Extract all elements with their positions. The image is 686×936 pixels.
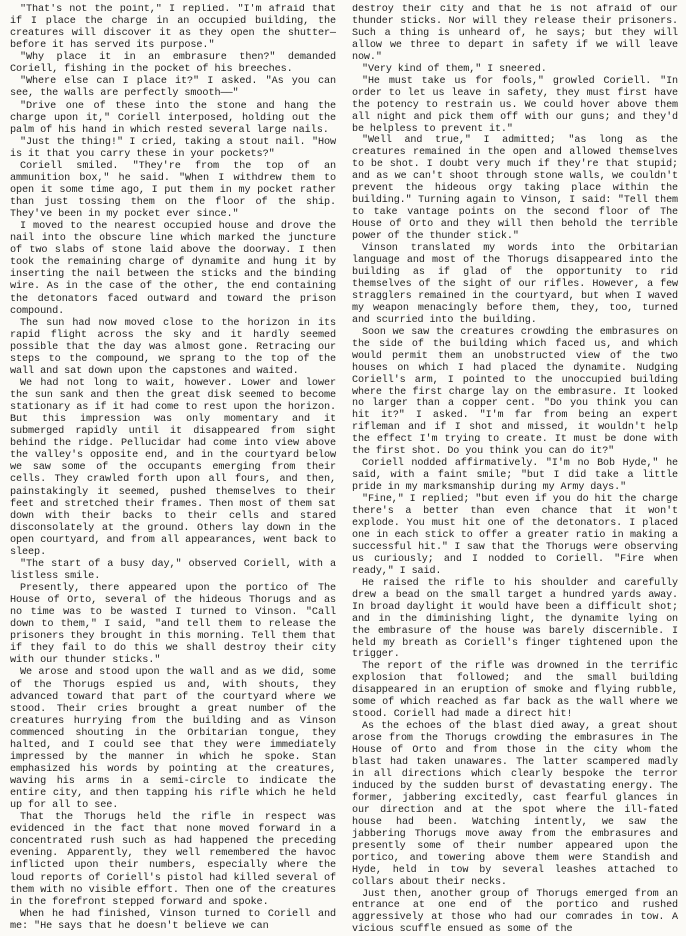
paragraph: Presently, there appeared upon the portico of The House of Orto, several of the hideous Thorugs and as no time was to be wasted I turned to Vinson. "Call down to them," I said, "and tell them to release the prisoners they brought in this morning. Tell them that if they fail to do this we shall destroy their city with our thunder sticks." [10, 583, 336, 667]
paragraph: "Why place it in an embrasure then?" demanded Coriell, fishing in the pocket of his breeches. [10, 52, 336, 76]
text-column-left [10, 4, 336, 936]
paragraph: "Fine," I replied; "but even if you do hit the charge there's a better than even chance that it won't explode. You must hit one of the detonators. I placed one in each stick to offer a greater ratio in making a successful hit." I saw that the Thorugs were observing us curiously; and I nodded to Coriell. "Fire when ready," I said. [352, 494, 678, 577]
paragraph: Coriell smiled. "They're from the top of an ammunition box," he said. "When I withdrew them to open it some time ago, I put them in my pocket rather than just tossing them on the floor of the ship. They've been in my pocket ever since." [10, 160, 336, 221]
paragraph: Soon we saw the creatures crowding the embrasures on the side of the building which faced us, and which would permit them an unobstructed view of the two houses on which I had placed the dynamite. Nudging Coriell's arm, I pointed to the unoccupied building where the first charge lay on the embrasure. It looked no larger than a copper cent. "Do you think you can hit it?" I asked. "I'm far from being an expert rifleman and if I shot and missed, it wouldn't help the effect I'm trying to create. It must be done with the first shot. Do you think you can do it?" [352, 326, 678, 458]
paragraph: As the echoes of the blast died away, a great shout arose from the Thorugs crowding the embrasures in The House of Orto and from those in the city whom the blast had taken unawares. The latter scampered madly in all directions which clearly bespoke the terror induced by the sudden burst of devastating energy. The former, jabbering excitedly, cast fearful glances in our direction and at the spot where the ill-fated house had been. Watching intently, we saw the jabbering Thorugs move away from the embrasures and presently some of their number appeared upon the portico, and towering above them were Standish and Hyde, held in tow by several leashes attached to collars about their necks. [352, 721, 678, 888]
paragraph: "Very kind of them," I sneered. [362, 63, 547, 75]
paragraph: I moved to the nearest occupied house and drove the nail into the obscure line which marked the juncture of two slabs of stone laid above the doorway. I then took the remaining charge of dynamite and hung it by inserting the nail between the sticks and the binding wire. As in the case of the other, the end containing the detonators faced outward and toward the prison compound. [10, 221, 336, 317]
paragraph: That the Thorugs held the rifle in respect was evidenced in the fact that none moved forward in a concentrated rush such as had happened the preceding evening. Apparently, they well remembered the havoc inflicted upon their numbers, especially where the loud reports of Coriell's pistol had killed several of them with no visible effort. Then one of the creatures in the forefront stepped forward and spoke. [10, 812, 336, 908]
paragraph: "That's not the point," I replied. "I'm afraid that if I place the charge in an occupied building, the creatures will discover it as they open the shutter—before it has served its purpose." [10, 4, 336, 52]
paragraph: destroy their city and that he is not afraid of our thunder sticks. Nor will they release their prisoners. Such a thing is unheard of, he says; but they will allow we three to depart in safety if we will leave now." [352, 4, 678, 63]
text-column-right [352, 4, 678, 936]
paragraph: The report of the rifle was drowned in the terrific explosion that followed; and the small building disappeared in an eruption of smoke and flying rubble, some of which reached as far back as the wall where we stood. Coriell had made a direct hit! [352, 661, 678, 721]
paragraph: "The start of a busy day," observed Coriell, with a listless smile. [10, 558, 336, 582]
paragraph: Just then, another group of Thorugs emerged from an entrance at one end of the portico and rushed aggressively at those who had our comrades in tow. A vicious scuffle ensued as some of the [352, 888, 678, 936]
paragraph: "Just the thing!" I cried, taking a stout nail. "How is it that you carry these in your pockets?" [10, 136, 336, 160]
paragraph: We had not long to wait, however. Lower and lower the sun sank and then the great disk seemed to become stationary as if it had come to rest upon the horizon. But this impression was only momentary and it submerged rapidly until it disappeared from sight behind the ridge. Pellucidar had come into view above the valley's opposite end, and in the courtyard below we saw some of the occupants emerging from their cells. They crawled forth upon all fours, and then, painstakingly it seemed, pushed themselves to their feet and stretched their frames. Then most of them sat down with their backs to their cells and stared disconsolately at the ground. Others lay down in the open courtyard, and from all appearances, went back to sleep. [10, 377, 336, 558]
paragraph: The sun had now moved close to the horizon in its rapid flight across the sky and it hardly seemed possible that the day was almost gone. Retracing our steps to the compound, we sprang to the top of the wall and sat down upon the capstones and waited. [10, 317, 336, 377]
paragraph: "Well and true," I admitted; "as long as the creatures remained in the open and allowed themselves to be shot. I doubt very much if they're that stupid; and as we can't shoot through stone walls, we couldn't prevent the hideous orgy taking place within the building." Turning again to Vinson, I said: "Tell them to take vantage points on the second floor of The House of Orto and they will then behold the terrible power of the thunder stick." [352, 135, 678, 243]
paragraph: "Where else can I place it?" I asked. "As you can see, the walls are perfectly smooth——" [10, 76, 336, 100]
paragraph: "Drive one of these into the stone and hang the charge upon it," Coriell interposed, holding out the palm of his hand in which rested several large nails. [10, 100, 336, 136]
paragraph: We arose and stood upon the wall and as we did, some of the Thorugs espied us and, with shouts, they advanced toward that part of the courtyard where we stood. Their cries brought a great number of the creatures hurrying from the building and as Vinson commenced shouting in the Orbitarian tongue, they halted, and I could see that they were immediately impressed by the manner in which he spoke. Stan emphasized his words by pointing at the creatures, waving his arms in a semi-circle to indicate the entire city, and then tapping his rifle which he held up for all to see. [10, 667, 336, 812]
paragraph: He raised the rifle to his shoulder and carefully drew a bead on the small target a hundred yards away. In broad daylight it would have been a difficult shot; and in the diminishing light, the dynamite lying on the embrasure of the house was barely discernible. I held my breath as Coriell's finger tightened upon the trigger. [352, 577, 678, 661]
paragraph: Coriell nodded affirmatively. "I'm no Bob Hyde," he said, with a faint smile; "but I did take a little pride in my marksmanship during my Army days." [352, 458, 678, 494]
paragraph: When he had finished, Vinson turned to Coriell and me: "He says that he doesn't believe we can [10, 908, 336, 932]
paragraph: "He must take us for fools," growled Coriell. "In order to let us leave in safety, they must first have the potency to restrain us. We could hover above them all night and pick them off with our guns; and they'd be helpless to prevent it." [352, 75, 678, 135]
paragraph: Vinson translated my words into the Orbitarian language and most of the Thorugs disappeared into the building as if glad of the opportunity to rid themselves of the sight of our rifles. However, a few stragglers remained in the courtyard, but when I waved my weapon menacingly before them, they, too, turned and scurried into the building. [352, 243, 678, 326]
